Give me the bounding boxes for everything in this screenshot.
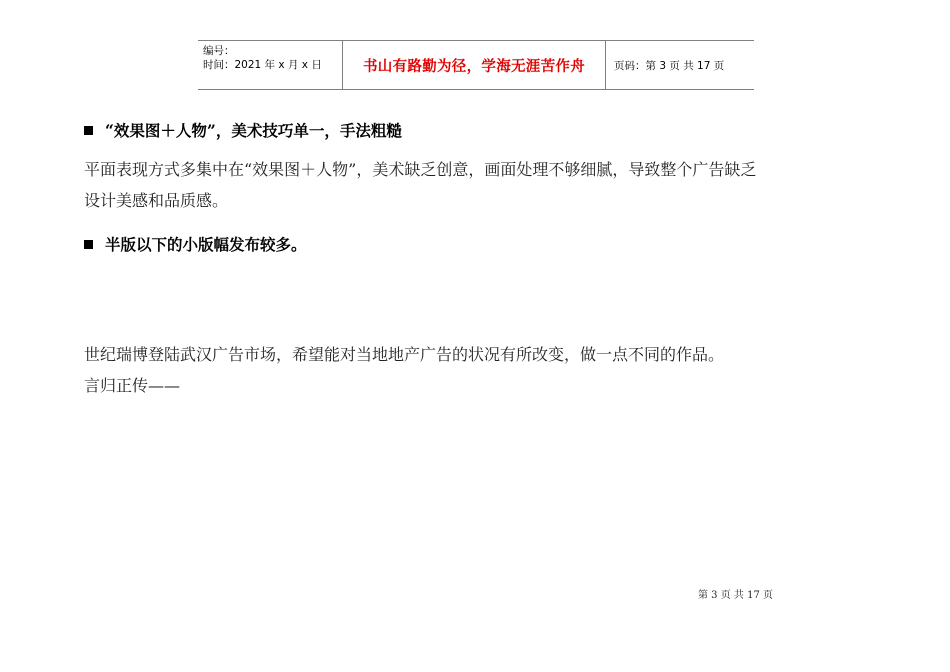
paragraph-line: 言归正传—— [84, 376, 181, 395]
number-label: 编号： [203, 45, 235, 57]
section-paragraph-1 [84, 154, 756, 216]
paragraph-line: 平面表现方式多集中在“效果图＋人物”，美术缺乏创意，画面处理不够细腻，导致整个广告缺乏 [84, 160, 757, 179]
paragraph-line: 世纪瑞博登陆武汉广告市场，希望能对当地地产广告的状况有所改变，做一点不同的作品。 [84, 345, 725, 364]
page-footer: 第 3 页 共 17 页 [698, 590, 773, 601]
header-motto: 书山有路勤为径，学海无涯苦作舟 [343, 41, 606, 89]
page-header [198, 40, 754, 90]
square-bullet-icon [84, 240, 93, 249]
square-bullet-icon [84, 126, 93, 135]
time-label: 时间：2021 年 x 月 x 日 [203, 59, 322, 71]
section-heading-2 [84, 233, 307, 255]
header-page-number: 页码：第 3 页 共 17 页 [614, 59, 725, 72]
section-heading-text: “效果图＋人物”，美术技巧单一，手法粗糙 [105, 121, 402, 140]
paragraph-line: 设计美感和品质感。 [84, 191, 229, 210]
body-paragraph [84, 339, 724, 401]
section-heading-text: 半版以下的小版幅发布较多。 [105, 235, 307, 254]
section-heading-1 [84, 119, 402, 141]
header-meta [198, 41, 343, 89]
